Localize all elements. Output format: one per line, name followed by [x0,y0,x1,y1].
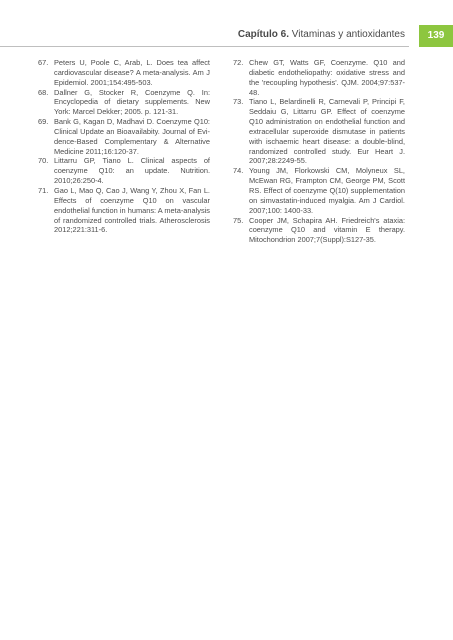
reference-text: Tiano L, Belardinelli R, Carnevali P, Principi F, Seddaiu G, Littarru GP. Effect of coenzyme Q10 administration on endothelial function and extracellular superoxide dismutase in patients with ischaemic heart disease: a double-blind, randomized controlled study. Eur Heart J. 2007;28:2249-55. [249,97,405,166]
chapter-title: Vitaminas y antioxidantes [291,29,405,40]
reference-text: Peters U, Poole C, Arab, L. Does tea affect cardiovascular disease? A meta-analysis. Am J Epidemiol. 2001;154:495-503. [54,58,210,87]
reference-text: Bank G, Kagan D, Madhavi D. Coenzyme Q10: Clinical Update an Bioavailabity. Journal of Evidence-Based Complementary & Alternative Medicine 2011;16:120-37. [54,117,210,156]
references-right-column [233,58,405,245]
reference-number: 71. [38,185,49,195]
reference-item [38,58,210,88]
reference-item [38,117,210,156]
reference-number: 75. [233,215,244,225]
reference-number: 74. [233,166,244,176]
reference-item [233,216,405,246]
reference-number: 70. [38,156,49,166]
reference-number: 72. [233,58,244,67]
header-rule [0,46,409,47]
running-head [238,28,405,42]
reference-number: 69. [38,117,49,127]
reference-text: Young JM, Florkowski CM, Molyneux SL, McEwan RG, Frampton CM, George PM, Scott RS. Effect of coenzyme Q(10) supplementation on simvastatin-induced myalgia. Am J Cardiol. 2007;100: 1400-33. [249,166,405,215]
reference-item [233,58,405,97]
reference-text: Littarru GP, Tiano L. Clinical aspects of coenzyme Q10: an update. Nutrition. 2010;26:250-4. [54,156,210,186]
chapter-label: Capítulo 6. [237,29,289,40]
reference-number: 68. [38,87,49,97]
reference-item [38,156,210,186]
reference-item [38,88,210,118]
references-left-column [38,58,210,235]
page-number: 139 [427,30,445,41]
page-header [0,25,453,47]
reference-text: Cooper JM, Schapira AH. Friedreich's ataxia: coenzyme Q10 and vitamin E therapy. Mitochondrion 2007;7(Suppl):S127-35. [249,215,405,245]
reference-number: 67. [38,58,49,67]
reference-number: 73. [233,97,244,107]
page-number-tab [419,25,453,47]
reference-item [38,186,210,235]
reference-text: Gao L, Mao Q, Cao J, Wang Y, Zhou X, Fan L. Effects of coenzyme Q10 on vascular endothelial function in humans: A meta-analysis of randomized controlled trials. Atherosclerosis 2012;221:311-6. [54,185,210,235]
reference-text: Dallner G, Stocker R, Coenzyme Q. In: Encyclopedia of dietary supplements. New York: Marcel Dekker; 2005. p. 121-31. [54,87,210,117]
reference-text: Chew GT, Watts GF, Coenzyme. Q10 and diabetic endotheliopathy: oxidative stress and the 'recoupling hypothesis'. QJM. 2004;97:537-48. [249,58,405,97]
reference-item [233,97,405,166]
reference-item [233,166,405,215]
